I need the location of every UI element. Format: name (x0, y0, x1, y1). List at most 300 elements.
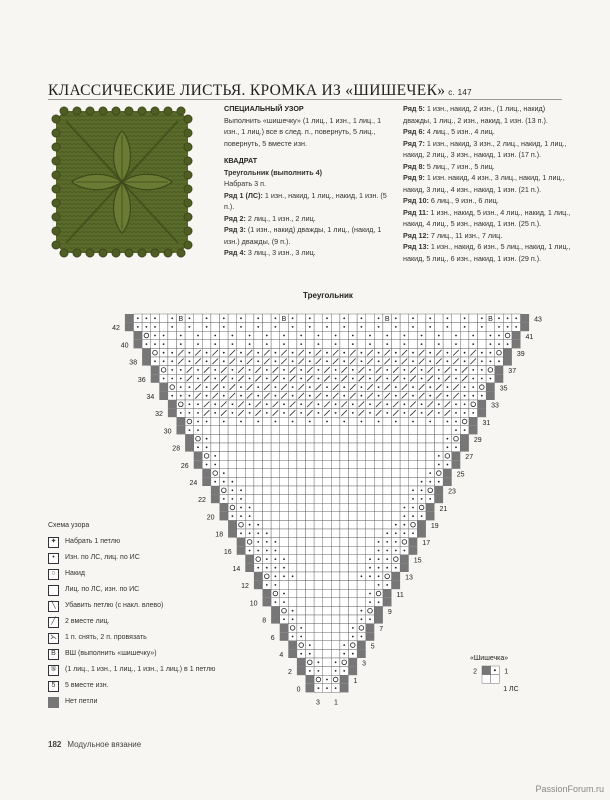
purl-mark (240, 360, 242, 362)
stitch-cell (383, 495, 392, 504)
stitch-cell (469, 314, 478, 323)
stitch-cell (323, 477, 332, 486)
purl-mark (395, 360, 397, 362)
stitch-cell (314, 675, 323, 684)
stitch-cell (426, 452, 435, 461)
stitch-cell (288, 443, 297, 452)
purl-mark (412, 395, 414, 397)
stitch-cell (331, 452, 340, 461)
row-number: 14 (232, 566, 241, 573)
purl-mark (369, 575, 371, 577)
stitch-cell (288, 589, 297, 598)
stitch-cell (254, 477, 263, 486)
no-stitch-cell (220, 512, 229, 521)
legend-text: Накид (65, 570, 86, 577)
purl-mark (240, 489, 242, 491)
shishechka-cell (482, 666, 491, 675)
stitch-cell (314, 641, 323, 650)
stitch-cell (374, 460, 383, 469)
stitch-cell (314, 469, 323, 478)
purl-mark (275, 360, 277, 362)
purl-mark (490, 335, 492, 337)
purl-mark (464, 317, 466, 319)
chart-title: Треугольник (303, 291, 353, 300)
stitch-cell (400, 323, 409, 332)
purl-mark (163, 360, 165, 362)
purl-mark (163, 378, 165, 380)
stitch-cell (271, 520, 280, 529)
stitch-cell (331, 572, 340, 581)
stitch-cell (349, 434, 358, 443)
row-label: Ряд 8: (403, 161, 427, 171)
stitch-cell (288, 340, 297, 349)
shishechka-title: «Шишечка» (470, 655, 509, 662)
purl-mark (326, 352, 328, 354)
no-stitch-cell (392, 572, 401, 581)
purl-mark (438, 369, 440, 371)
stitch-cell (288, 624, 297, 633)
stitch-cell (288, 469, 297, 478)
stitch-cell (314, 589, 323, 598)
shishechka-purl-mark (494, 669, 496, 671)
stitch-cell (331, 323, 340, 332)
purl-mark (275, 550, 277, 552)
stitch-cell (245, 314, 254, 323)
purl-mark (171, 326, 173, 328)
stitch-cell (194, 434, 203, 443)
purl-mark (386, 412, 388, 414)
no-stitch-cell (374, 606, 383, 615)
stitch-cell (314, 512, 323, 521)
purl-mark (249, 403, 251, 405)
stitch-cell (306, 615, 315, 624)
purl-mark (240, 532, 242, 534)
stitch-cell (417, 426, 426, 435)
stitch-cell (400, 314, 409, 323)
stitch-cell (452, 323, 461, 332)
stitch-cell (245, 443, 254, 452)
purl-mark (335, 343, 337, 345)
no-stitch-cell (366, 624, 375, 633)
stitch-cell (323, 589, 332, 598)
stitch-cell (314, 572, 323, 581)
no-stitch-cell (426, 503, 435, 512)
stitch-cell (340, 529, 349, 538)
purl-mark (472, 395, 474, 397)
row-text: 7 лиц., 11 изн., 7 лиц. (430, 230, 503, 240)
purl-mark (447, 326, 449, 328)
stitch-cell (349, 443, 358, 452)
row-number: 33 (491, 402, 499, 410)
purl-mark (189, 326, 191, 328)
purl-mark (257, 395, 259, 397)
stitch-cell (237, 469, 246, 478)
stitch-cell (297, 469, 306, 478)
purl-mark (378, 326, 380, 328)
no-stitch-cell (512, 340, 521, 349)
purl-mark (378, 567, 380, 569)
stitch-cell (314, 538, 323, 547)
row-number: 1 (353, 677, 358, 685)
stitch-cell (383, 434, 392, 443)
purl-mark (507, 317, 509, 319)
purl-mark (447, 352, 449, 354)
stitch-cell (211, 426, 220, 435)
purl-mark (283, 575, 285, 577)
purl-mark (300, 369, 302, 371)
stitch-cell (383, 323, 392, 332)
row-number: 37 (508, 368, 517, 376)
purl-mark (352, 369, 354, 371)
purl-mark (163, 335, 165, 337)
stitch-cell (280, 426, 289, 435)
purl-mark (361, 421, 363, 423)
no-stitch-cell (134, 340, 143, 349)
no-stitch-cell (478, 409, 487, 418)
purl-mark (447, 438, 449, 440)
purl-mark (240, 317, 242, 319)
stitch-cell (417, 314, 426, 323)
purl-mark (507, 343, 509, 345)
stitch-cell (383, 512, 392, 521)
purl-mark (447, 446, 449, 448)
stitch-cell (306, 581, 315, 590)
purl-mark (343, 317, 345, 319)
no-stitch-cell (159, 391, 168, 400)
stitch-cell (392, 452, 401, 461)
no-stitch-cell (357, 649, 366, 658)
purl-mark (421, 335, 423, 337)
purl-mark (171, 360, 173, 362)
stitch-cell (263, 477, 272, 486)
stitch-cell (323, 460, 332, 469)
purl-mark (361, 636, 363, 638)
purl-mark (283, 593, 285, 595)
legend-item (48, 598, 215, 614)
no-stitch-cell (211, 486, 220, 495)
watermark: PassionForum.ru (535, 784, 604, 794)
stitch-cell (357, 589, 366, 598)
stitch-cell (349, 314, 358, 323)
purl-mark (214, 464, 216, 466)
purl-mark (249, 550, 251, 552)
legend-item (48, 614, 215, 630)
stitch-cell (263, 486, 272, 495)
purl-mark (163, 352, 165, 354)
stitch-cell (323, 555, 332, 564)
stitch-cell (254, 486, 263, 495)
stitch-cell (202, 340, 211, 349)
purl-mark (189, 386, 191, 388)
row-number: 26 (180, 462, 189, 470)
stitch-cell (331, 486, 340, 495)
stitch-cell (271, 486, 280, 495)
purl-mark (292, 352, 294, 354)
row-text: 5 лиц., 7 изн., 5 лиц. (426, 161, 495, 171)
stitch-cell (297, 417, 306, 426)
stitch-cell (409, 340, 418, 349)
stitch-cell (271, 529, 280, 538)
stitch-cell (409, 443, 418, 452)
stitch-cell (237, 443, 246, 452)
purl-mark (232, 369, 234, 371)
stitch-cell (314, 520, 323, 529)
purl-mark (378, 421, 380, 423)
stitch-cell (314, 314, 323, 323)
stitch-cell (323, 563, 332, 572)
no-stitch-cell (280, 632, 289, 641)
purl-mark (429, 421, 431, 423)
stitch-cell (297, 581, 306, 590)
row-text: 1 изн., накид, 5 изн., 4 лиц., накид, 1 лиц., накид, 4 лиц., 5 изн., накид, 1 изн. (25 п.). (403, 207, 571, 228)
stitch-cell (314, 649, 323, 658)
purl-mark (197, 343, 199, 345)
stitch-cell (254, 443, 263, 452)
stitch-cell (486, 366, 495, 375)
no-stitch-cell (400, 563, 409, 572)
stitch-cell (400, 486, 409, 495)
stitch-cell (314, 555, 323, 564)
stitch-cell (409, 520, 418, 529)
purl-mark (189, 412, 191, 414)
purl-mark (283, 412, 285, 414)
stitch-cell (460, 331, 469, 340)
stitch-cell (417, 452, 426, 461)
row-number: 19 (430, 523, 439, 530)
purl-mark (326, 687, 328, 689)
no-stitch-cell (409, 546, 418, 555)
stitch-cell (237, 452, 246, 461)
stitch-cell (306, 589, 315, 598)
purl-mark (386, 343, 388, 345)
purl-mark (232, 378, 234, 380)
stitch-cell (392, 340, 401, 349)
stitch-cell (409, 434, 418, 443)
stitch-cell (400, 477, 409, 486)
stitch-cell (288, 529, 297, 538)
purl-mark (464, 403, 466, 405)
stitch-cell (383, 443, 392, 452)
stitch-cell (340, 477, 349, 486)
stitch-cell (245, 460, 254, 469)
stitch-cell (392, 331, 401, 340)
row-label: Ряд 1 (ЛС): (224, 190, 265, 200)
legend-symbol: • (48, 553, 59, 564)
stitch-cell (349, 460, 358, 469)
stitch-cell (288, 434, 297, 443)
row-number: 2 (287, 669, 292, 677)
row-label: Ряд 4: (224, 248, 248, 257)
stitch-cell (323, 658, 332, 667)
no-stitch-cell (469, 426, 478, 435)
row-text: 1 изн., накид, 3 изн., 2 лиц., накид, 1 лиц., накид, 2 лиц., 3 изн., накид, 1 изн. (17 п.). (403, 138, 567, 159)
bottom-label: 1 (334, 699, 338, 707)
stitch-cell (409, 469, 418, 478)
legend-item (48, 678, 215, 694)
purl-mark (214, 369, 216, 371)
stitch-cell (220, 426, 229, 435)
stitch-cell (228, 469, 237, 478)
stitch-cell (417, 434, 426, 443)
legend-item (48, 566, 215, 582)
stitch-cell (220, 460, 229, 469)
purl-mark (378, 541, 380, 543)
no-stitch-cell (503, 357, 512, 366)
purl-mark (189, 403, 191, 405)
stitch-cell (263, 417, 272, 426)
purl-mark (498, 343, 500, 345)
purl-mark (214, 378, 216, 380)
stitch-cell (280, 503, 289, 512)
legend-symbol (48, 585, 59, 596)
purl-mark (429, 386, 431, 388)
purl-mark (447, 395, 449, 397)
purl-mark (395, 326, 397, 328)
purl-mark (378, 360, 380, 362)
purl-mark (386, 378, 388, 380)
stitch-cell (435, 434, 444, 443)
purl-mark (472, 335, 474, 337)
no-stitch-cell (151, 366, 160, 375)
purl-mark (292, 360, 294, 362)
stitch-cell (280, 520, 289, 529)
stitch-cell (417, 460, 426, 469)
stitch-cell (314, 426, 323, 435)
purl-mark (163, 343, 165, 345)
stitch-cell (228, 503, 237, 512)
purl-mark (343, 670, 345, 672)
stitch-cell (297, 546, 306, 555)
purl-mark (223, 421, 225, 423)
purl-mark (309, 395, 311, 397)
stitch-cell (443, 340, 452, 349)
stitch-cell (331, 598, 340, 607)
purl-mark (412, 352, 414, 354)
purl-mark (275, 326, 277, 328)
purl-mark (318, 369, 320, 371)
stitch-cell (349, 512, 358, 521)
purl-mark (343, 395, 345, 397)
stitch-cell (306, 658, 315, 667)
stitch-cell (331, 546, 340, 555)
row-number: 10 (249, 600, 258, 608)
stitch-cell (400, 495, 409, 504)
stitch-cell (357, 477, 366, 486)
row-number: 41 (525, 333, 534, 341)
purl-mark (326, 326, 328, 328)
purl-mark (154, 343, 156, 345)
stitch-cell (503, 331, 512, 340)
no-stitch-cell (340, 684, 349, 693)
no-stitch-cell (417, 529, 426, 538)
stitch-cell (297, 434, 306, 443)
stitch-cell (340, 512, 349, 521)
no-stitch-cell (417, 520, 426, 529)
purl-mark (447, 464, 449, 466)
purl-mark (318, 687, 320, 689)
purl-mark (455, 343, 457, 345)
stitch-cell (263, 512, 272, 521)
stitch-cell (280, 495, 289, 504)
stitch-cell (340, 503, 349, 512)
stitch-cell (297, 615, 306, 624)
purl-mark (429, 472, 431, 474)
purl-mark (335, 687, 337, 689)
no-stitch-cell (435, 495, 444, 504)
purl-mark (498, 360, 500, 362)
purl-mark (180, 412, 182, 414)
no-stitch-cell (177, 417, 186, 426)
row-number: 18 (215, 531, 224, 539)
stitch-cell (306, 563, 315, 572)
stitch-cell (297, 598, 306, 607)
stitch-cell (314, 632, 323, 641)
stitch-cell (366, 581, 375, 590)
purl-mark (498, 335, 500, 337)
purl-mark (300, 378, 302, 380)
stitch-cell (263, 426, 272, 435)
stitch-cell (478, 340, 487, 349)
stitch-cell (306, 426, 315, 435)
stitch-cell (263, 520, 272, 529)
purl-mark (490, 343, 492, 345)
purl-mark (335, 670, 337, 672)
no-stitch-cell (263, 589, 272, 598)
stitch-cell (349, 589, 358, 598)
stitch-cell (297, 572, 306, 581)
stitch-cell (443, 331, 452, 340)
stitch-cell (323, 469, 332, 478)
stitch-cell (323, 615, 332, 624)
row-number: 13 (405, 574, 413, 582)
stitch-cell (211, 443, 220, 452)
purl-mark (232, 515, 234, 517)
purl-mark (197, 403, 199, 405)
stitch-cell (228, 452, 237, 461)
stitch-cell (340, 555, 349, 564)
row-number: 5 (370, 643, 375, 651)
stitch-cell (306, 512, 315, 521)
stitch-cell (245, 323, 254, 332)
purl-mark (352, 378, 354, 380)
no-stitch-cell (357, 641, 366, 650)
legend-symbol: 5 (48, 681, 59, 692)
purl-mark (395, 524, 397, 526)
stitch-cell (357, 529, 366, 538)
stitch-cell (314, 417, 323, 426)
stitch-cell (306, 452, 315, 461)
purl-mark (326, 360, 328, 362)
purl-mark (369, 558, 371, 560)
purl-mark (447, 360, 449, 362)
purl-mark (490, 360, 492, 362)
purl-mark (386, 541, 388, 543)
stitch-cell (314, 452, 323, 461)
purl-mark (266, 567, 268, 569)
purl-mark (343, 360, 345, 362)
purl-mark (146, 343, 148, 345)
purl-mark (283, 403, 285, 405)
row-text: (1 изн., накид) дважды, 1 лиц., (накид, 1 изн.) дважды, (9 п.). (224, 225, 382, 246)
purl-mark (335, 369, 337, 371)
stitch-cell (323, 529, 332, 538)
purl-mark (223, 386, 225, 388)
stitch-cell (374, 469, 383, 478)
shishechka-row-label: 2 (473, 668, 477, 676)
purl-mark (283, 567, 285, 569)
no-stitch-cell (392, 581, 401, 590)
purl-mark (455, 446, 457, 448)
